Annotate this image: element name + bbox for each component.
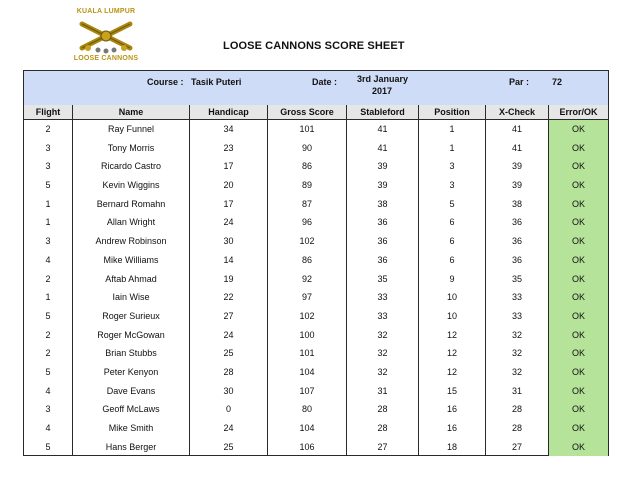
cell-name: Roger Surieux <box>102 310 160 321</box>
cell-position: 10 <box>446 310 457 321</box>
cell-handicap: 25 <box>223 348 234 359</box>
cell-gross-score: 102 <box>299 236 315 247</box>
cell-x-check: 36 <box>511 217 522 228</box>
cell-gross-score: 96 <box>301 217 312 228</box>
table-row <box>24 176 608 195</box>
cell-status: OK <box>549 344 608 363</box>
cell-name: Aftab Ahmad <box>105 273 157 284</box>
cell-name: Mike Williams <box>103 254 159 265</box>
cell-handicap: 27 <box>223 310 234 321</box>
cell-flight: 5 <box>45 366 51 377</box>
table-row <box>24 232 608 251</box>
cell-flight: 1 <box>45 198 51 209</box>
cell-gross-score: 90 <box>301 142 312 153</box>
cell-flight: 4 <box>45 254 51 265</box>
table-row <box>24 213 608 232</box>
cell-handicap: 24 <box>223 217 234 228</box>
par-label: Par : <box>509 77 530 87</box>
cell-name: Bernard Romahn <box>96 198 166 209</box>
table-row <box>24 363 608 382</box>
table-row <box>24 270 608 289</box>
cell-name: Dave Evans <box>106 385 156 396</box>
header-gross-score: Gross Score <box>280 107 334 117</box>
cell-status: OK <box>549 363 608 382</box>
date-line-1: 3rd January <box>357 74 409 84</box>
cell-handicap: 23 <box>223 142 234 153</box>
cell-flight: 3 <box>45 142 51 153</box>
cell-flight: 2 <box>45 348 51 359</box>
cell-stableford: 32 <box>377 366 388 377</box>
date-line-2: 2017 <box>372 86 393 96</box>
course-value: Tasik Puteri <box>191 77 242 87</box>
table-row <box>24 419 608 438</box>
score-sheet <box>23 70 609 456</box>
cell-x-check: 33 <box>511 310 522 321</box>
cell-x-check: 28 <box>511 423 522 433</box>
cell-gross-score: 107 <box>299 385 315 396</box>
cell-position: 3 <box>449 161 455 172</box>
cell-position: 6 <box>449 236 455 247</box>
course-info-bar <box>24 71 608 106</box>
cell-position: 12 <box>446 329 457 340</box>
cell-handicap: 25 <box>223 441 234 452</box>
cell-flight: 3 <box>45 161 51 172</box>
cell-flight: 3 <box>45 404 51 415</box>
cell-name: Iain Wise <box>112 292 150 303</box>
cell-flight: 5 <box>45 310 51 321</box>
cell-handicap: 0 <box>225 404 231 415</box>
table-header <box>24 105 608 120</box>
cell-status: OK <box>549 251 608 270</box>
cell-x-check: 36 <box>511 236 522 247</box>
header-name: Name <box>118 107 144 117</box>
crossed-cannons-icon <box>74 18 138 54</box>
cell-stableford: 27 <box>377 441 388 452</box>
cell-name: Allan Wright <box>106 217 156 228</box>
cell-flight: 2 <box>45 124 51 134</box>
cell-name: Mike Smith <box>108 423 154 433</box>
cell-position: 12 <box>446 366 457 377</box>
cell-position: 5 <box>449 198 455 209</box>
cell-status: OK <box>549 400 608 419</box>
cell-handicap: 17 <box>223 161 234 172</box>
header-stableford: Stableford <box>360 107 405 117</box>
cell-x-check: 27 <box>511 441 522 452</box>
cell-flight: 4 <box>45 423 51 433</box>
cell-x-check: 41 <box>511 142 522 153</box>
cell-status: OK <box>549 213 608 232</box>
cell-gross-score: 80 <box>301 404 312 415</box>
cell-x-check: 41 <box>511 124 522 134</box>
cell-x-check: 32 <box>511 348 522 359</box>
score-rows <box>24 120 608 456</box>
cell-name: Kevin Wiggins <box>102 180 160 191</box>
cell-stableford: 41 <box>377 124 388 134</box>
cell-stableford: 36 <box>377 236 388 247</box>
cell-stableford: 28 <box>377 404 388 415</box>
cell-name: Ricardo Castro <box>100 161 162 172</box>
cell-position: 6 <box>449 217 455 228</box>
cell-flight: 5 <box>45 180 51 191</box>
cell-stableford: 36 <box>377 217 388 228</box>
cell-stableford: 33 <box>377 292 388 303</box>
cell-status: OK <box>549 120 608 139</box>
cell-x-check: 28 <box>511 404 522 415</box>
table-row <box>24 307 608 326</box>
cell-gross-score: 101 <box>299 124 315 134</box>
cell-x-check: 35 <box>511 273 522 284</box>
cell-handicap: 14 <box>223 254 234 265</box>
logo-bottom-text: LOOSE CANNONS <box>73 55 139 62</box>
cell-status: OK <box>549 176 608 195</box>
header-x-check: X-Check <box>498 107 535 117</box>
cell-status: OK <box>549 382 608 401</box>
cell-name: Andrew Robinson <box>95 236 167 247</box>
cell-name: Tony Morris <box>107 142 155 153</box>
cell-flight: 2 <box>45 273 51 284</box>
cell-status: OK <box>549 270 608 289</box>
cell-flight: 1 <box>45 217 51 228</box>
cell-x-check: 33 <box>511 292 522 303</box>
cell-position: 9 <box>449 273 455 284</box>
cell-status: OK <box>549 438 608 457</box>
table-row <box>24 400 608 419</box>
cell-status: OK <box>549 195 608 214</box>
table-row <box>24 195 608 214</box>
cell-position: 18 <box>446 441 457 452</box>
cell-handicap: 34 <box>223 124 234 134</box>
cell-stableford: 31 <box>377 385 388 396</box>
cell-handicap: 17 <box>223 198 234 209</box>
cell-stableford: 35 <box>377 273 388 284</box>
date-label: Date : <box>312 77 338 87</box>
table-row <box>24 382 608 401</box>
cell-x-check: 32 <box>511 366 522 377</box>
header-error-ok: Error/OK <box>559 107 598 117</box>
page-title: LOOSE CANNONS SCORE SHEET <box>223 40 405 52</box>
cell-position: 16 <box>446 404 457 415</box>
cell-position: 1 <box>449 124 455 134</box>
cell-position: 12 <box>446 348 457 359</box>
cell-gross-score: 86 <box>301 161 312 172</box>
cell-flight: 1 <box>45 292 51 303</box>
cell-handicap: 30 <box>223 236 234 247</box>
header-handicap: Handicap <box>208 107 249 117</box>
table-row <box>24 139 608 158</box>
cell-x-check: 36 <box>511 254 522 265</box>
cell-name: Roger McGowan <box>97 329 165 340</box>
cell-stableford: 33 <box>377 310 388 321</box>
cell-status: OK <box>549 419 608 438</box>
table-row <box>24 288 608 307</box>
cell-position: 1 <box>449 142 455 153</box>
cell-flight: 3 <box>45 236 51 247</box>
cell-gross-score: 106 <box>299 441 315 452</box>
cell-handicap: 30 <box>223 385 234 396</box>
cell-x-check: 39 <box>511 161 522 172</box>
cell-handicap: 28 <box>223 366 234 377</box>
club-logo <box>68 8 144 64</box>
cell-status: OK <box>549 307 608 326</box>
cell-gross-score: 104 <box>299 423 315 433</box>
cell-handicap: 22 <box>223 292 234 303</box>
cell-handicap: 24 <box>223 329 234 340</box>
cell-x-check: 32 <box>511 329 522 340</box>
cell-gross-score: 87 <box>301 198 312 209</box>
cell-stableford: 39 <box>377 161 388 172</box>
cell-name: Hans Berger <box>105 441 157 452</box>
cell-status: OK <box>549 139 608 158</box>
cell-x-check: 31 <box>511 385 522 396</box>
cell-stableford: 32 <box>377 329 388 340</box>
cell-name: Geoff McLaws <box>102 404 160 415</box>
cell-position: 15 <box>446 385 457 396</box>
cell-stableford: 28 <box>377 423 388 433</box>
cell-gross-score: 102 <box>299 310 315 321</box>
cell-position: 10 <box>446 292 457 303</box>
logo-top-text: KUALA LUMPUR <box>76 8 136 15</box>
table-row <box>24 157 608 176</box>
cell-gross-score: 86 <box>301 254 312 265</box>
cell-name: Peter Kenyon <box>103 366 159 377</box>
cell-flight: 4 <box>45 385 51 396</box>
cell-stableford: 41 <box>377 142 388 153</box>
table-row <box>24 344 608 363</box>
cell-status: OK <box>549 288 608 307</box>
cell-stableford: 32 <box>377 348 388 359</box>
table-row <box>24 326 608 345</box>
cell-handicap: 20 <box>223 180 234 191</box>
cell-status: OK <box>549 326 608 345</box>
table-row <box>24 120 608 139</box>
cell-position: 3 <box>449 180 455 191</box>
cell-gross-score: 92 <box>301 273 312 284</box>
cell-handicap: 19 <box>223 273 234 284</box>
cell-stableford: 36 <box>377 254 388 265</box>
header-flight: Flight <box>35 107 61 117</box>
table-row <box>24 438 608 457</box>
cell-handicap: 24 <box>223 423 234 433</box>
cell-position: 6 <box>449 254 455 265</box>
cell-x-check: 39 <box>511 180 522 191</box>
cell-status: OK <box>549 232 608 251</box>
cell-gross-score: 97 <box>301 292 312 303</box>
cell-x-check: 38 <box>511 198 522 209</box>
cell-name: Brian Stubbs <box>105 348 157 359</box>
cell-gross-score: 89 <box>301 180 312 191</box>
header-position: Position <box>434 107 470 117</box>
cell-name: Ray Funnel <box>107 124 155 134</box>
cell-stableford: 39 <box>377 180 388 191</box>
cell-flight: 2 <box>45 329 51 340</box>
cell-flight: 5 <box>45 441 51 452</box>
cell-gross-score: 104 <box>299 366 315 377</box>
cell-stableford: 38 <box>377 198 388 209</box>
cell-status: OK <box>549 157 608 176</box>
course-label: Course : <box>147 77 184 87</box>
table-row <box>24 251 608 270</box>
cell-position: 16 <box>446 423 457 433</box>
cell-gross-score: 100 <box>299 329 315 340</box>
par-value: 72 <box>552 77 563 87</box>
cell-gross-score: 101 <box>299 348 315 359</box>
